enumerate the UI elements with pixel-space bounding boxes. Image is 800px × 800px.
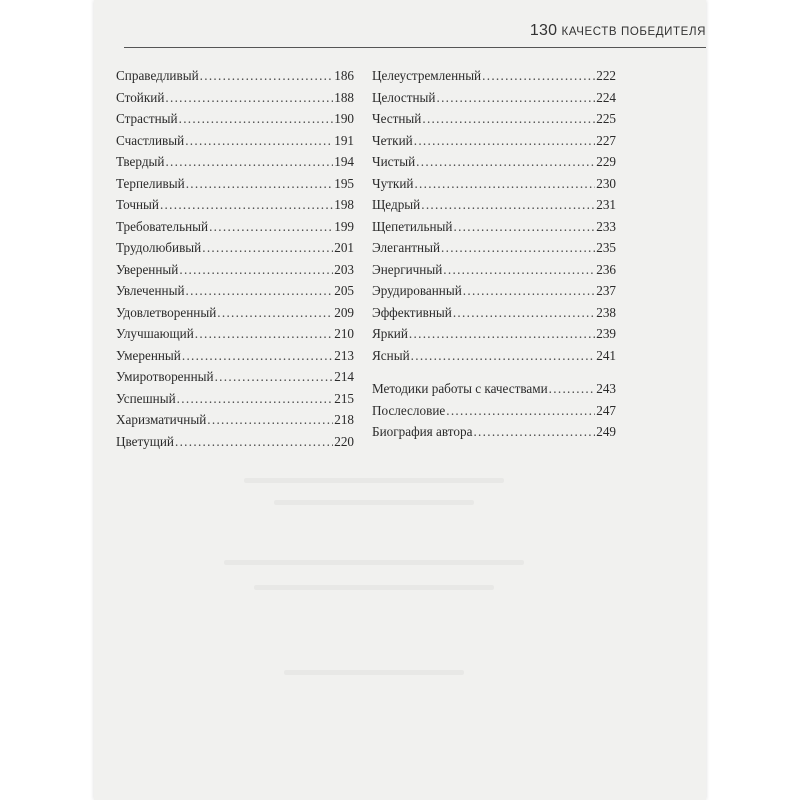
toc-leader-dots [179, 111, 334, 127]
toc-leader-dots [421, 197, 595, 213]
toc-entry-label: Чуткий [372, 175, 414, 191]
toc-entry-page: 205 [334, 283, 354, 298]
toc-entry-page: 201 [334, 240, 354, 255]
toc-entry-label: Цветущий [116, 433, 174, 449]
toc-entry-page: 243 [596, 381, 616, 396]
toc-entry-label: Харизматичный [116, 412, 207, 427]
toc-entry [116, 240, 354, 262]
toc-entry-label: Улучшающий [116, 326, 194, 341]
toc-entry [372, 381, 616, 403]
toc-entry-page: 199 [334, 218, 354, 234]
toc-leader-dots [453, 219, 595, 235]
show-through [224, 560, 524, 565]
toc-leader-dots [217, 305, 333, 321]
toc-leader-dots [175, 434, 333, 450]
toc-leader-dots [409, 326, 595, 342]
toc-leader-dots [414, 176, 595, 192]
toc-entry [116, 412, 354, 434]
toc-leader-dots [186, 176, 334, 192]
header-text [530, 22, 706, 40]
show-through [244, 478, 504, 483]
toc-entry [116, 391, 354, 413]
toc-entry [372, 219, 616, 241]
toc-leader-dots [215, 369, 334, 385]
toc-leader-dots [186, 283, 334, 299]
toc-entry [116, 154, 354, 176]
toc-entry-page: 190 [334, 111, 354, 126]
toc-entry-page: 239 [596, 326, 616, 341]
toc-entry [116, 262, 354, 284]
toc-leader-dots [414, 133, 596, 149]
toc-entry-label: Методики работы с качествами [372, 381, 548, 396]
toc-entry-label: Элегантный [372, 240, 441, 255]
toc-entry [372, 111, 616, 133]
toc-entry-page: 213 [334, 347, 354, 363]
toc-entry-page: 225 [596, 111, 616, 126]
toc-entry-label: Эрудированный [372, 283, 462, 298]
toc-leader-dots [436, 90, 595, 106]
toc-entry [372, 90, 616, 112]
toc-entry-label: Послесловие [372, 402, 446, 418]
toc-entry-label: Четкий [372, 132, 413, 148]
toc-entry-label: Требовательный [116, 218, 209, 234]
toc-entry-page: 247 [596, 402, 616, 418]
book-page [94, 0, 706, 800]
toc-entry-page: 241 [596, 347, 616, 363]
toc-entry [372, 348, 616, 370]
toc-entry-page: 227 [596, 132, 616, 148]
toc-entry-label: Терпеливый [116, 175, 185, 191]
toc-entry [372, 326, 616, 348]
toc-entry [372, 133, 616, 155]
toc-entry-page: 210 [334, 326, 354, 341]
toc-entry [372, 262, 616, 284]
toc-spacer [372, 369, 616, 381]
toc-entry [116, 111, 354, 133]
toc-leader-dots [422, 111, 595, 127]
toc-entry [116, 133, 354, 155]
toc-entry [372, 403, 616, 425]
toc-entry-label: Удовлетворенный [116, 304, 217, 320]
toc-entry-label: Трудолюбивый [116, 240, 202, 255]
toc-entry-page: 188 [334, 89, 354, 105]
toc-entry-label: Справедливый [116, 68, 199, 83]
toc-entry-page: 214 [334, 369, 354, 384]
toc-entry-label: Умиротворенный [116, 369, 214, 384]
toc-column-right [372, 68, 616, 446]
header-rule [124, 47, 706, 48]
toc-entry-label: Щедрый [372, 197, 421, 212]
toc-entry-label: Умеренный [116, 347, 181, 363]
toc-entry [116, 90, 354, 112]
toc-entry-page: 220 [334, 433, 354, 449]
show-through [254, 585, 494, 590]
toc-leader-dots [416, 154, 595, 170]
toc-entry-page: 191 [334, 132, 354, 148]
toc-leader-dots [441, 240, 595, 256]
toc-entry-page: 222 [596, 68, 616, 83]
toc-entry-label: Энергичный [372, 261, 443, 277]
toc-entry [372, 197, 616, 219]
toc-entry-label: Яркий [372, 326, 408, 341]
toc-entry [116, 219, 354, 241]
toc-entry-label: Честный [372, 111, 422, 126]
toc-entry-label: Ясный [372, 347, 410, 363]
toc-entry-page: 198 [334, 197, 354, 212]
toc-leader-dots [482, 68, 595, 84]
toc-entry-page: 237 [596, 283, 616, 298]
toc-entry [372, 240, 616, 262]
toc-entry-page: 195 [334, 175, 354, 191]
toc-entry [116, 369, 354, 391]
toc-entry-page: 238 [596, 304, 616, 320]
toc-entry-page: 209 [334, 304, 354, 320]
toc-leader-dots [202, 240, 333, 256]
toc-entry-label: Уверенный [116, 261, 179, 277]
toc-entry [372, 305, 616, 327]
toc-entry [372, 154, 616, 176]
toc-entry-page: 249 [596, 424, 616, 439]
toc-leader-dots [160, 197, 333, 213]
toc-entry-page: 194 [334, 154, 354, 169]
toc-leader-dots [207, 412, 333, 428]
toc-entry-label: Целеустремленный [372, 68, 482, 83]
toc-entry-label: Биография автора [372, 424, 473, 439]
toc-entry-page: 186 [334, 68, 354, 83]
header-book-title: КАЧЕСТВ ПОБЕДИТЕЛЯ [561, 26, 706, 38]
toc-entry [116, 68, 354, 90]
toc-leader-dots [463, 283, 595, 299]
toc-entry [372, 176, 616, 198]
show-through [284, 670, 464, 675]
toc-entry-label: Стойкий [116, 89, 165, 105]
toc-entry-page: 235 [596, 240, 616, 255]
toc-entry-label: Счастливый [116, 132, 185, 148]
toc-entry-page: 230 [596, 175, 616, 191]
toc-leader-dots [177, 391, 334, 407]
header-page-number: 130 [529, 22, 558, 39]
toc-entry [116, 434, 354, 456]
toc-entry [116, 283, 354, 305]
toc-leader-dots [179, 262, 333, 278]
toc-entry [372, 424, 616, 446]
toc-entry [372, 283, 616, 305]
toc-entry-label: Эффективный [372, 304, 452, 320]
toc-leader-dots [195, 326, 333, 342]
toc-entry [116, 348, 354, 370]
show-through [274, 500, 474, 505]
toc-entry-page: 236 [596, 261, 616, 277]
toc-entry-page: 224 [596, 89, 616, 105]
toc-entry [116, 326, 354, 348]
toc-leader-dots [200, 68, 334, 84]
toc-leader-dots [411, 348, 596, 364]
toc-entry [372, 68, 616, 90]
toc-entry-page: 229 [596, 154, 616, 169]
running-header [94, 22, 706, 46]
toc-column-left [116, 68, 354, 455]
toc-entry [116, 176, 354, 198]
toc-leader-dots [165, 90, 333, 106]
toc-entry-label: Щепетильный [372, 218, 453, 234]
toc-entry-page: 233 [596, 218, 616, 234]
toc-leader-dots [549, 381, 596, 397]
toc-entry-label: Целостный [372, 89, 436, 105]
toc-entry-label: Точный [116, 197, 159, 212]
toc-leader-dots [209, 219, 333, 235]
toc-entry-label: Чистый [372, 154, 416, 169]
toc-entry-label: Страстный [116, 111, 178, 126]
toc-entry-page: 215 [334, 390, 354, 406]
toc-entry-page: 231 [596, 197, 616, 212]
toc-leader-dots [182, 348, 333, 364]
toc-entry-label: Успешный [116, 390, 176, 406]
toc-leader-dots [443, 262, 595, 278]
toc-entry-label: Увлеченный [116, 283, 185, 298]
toc-leader-dots [165, 154, 333, 170]
toc-leader-dots [185, 133, 333, 149]
toc-leader-dots [473, 424, 595, 440]
toc-entry-page: 218 [334, 412, 354, 427]
toc-entry-label: Твердый [116, 154, 165, 169]
toc-entry [116, 305, 354, 327]
toc-leader-dots [453, 305, 595, 321]
toc-entry [116, 197, 354, 219]
toc-leader-dots [446, 403, 595, 419]
toc-entry-page: 203 [334, 261, 354, 277]
